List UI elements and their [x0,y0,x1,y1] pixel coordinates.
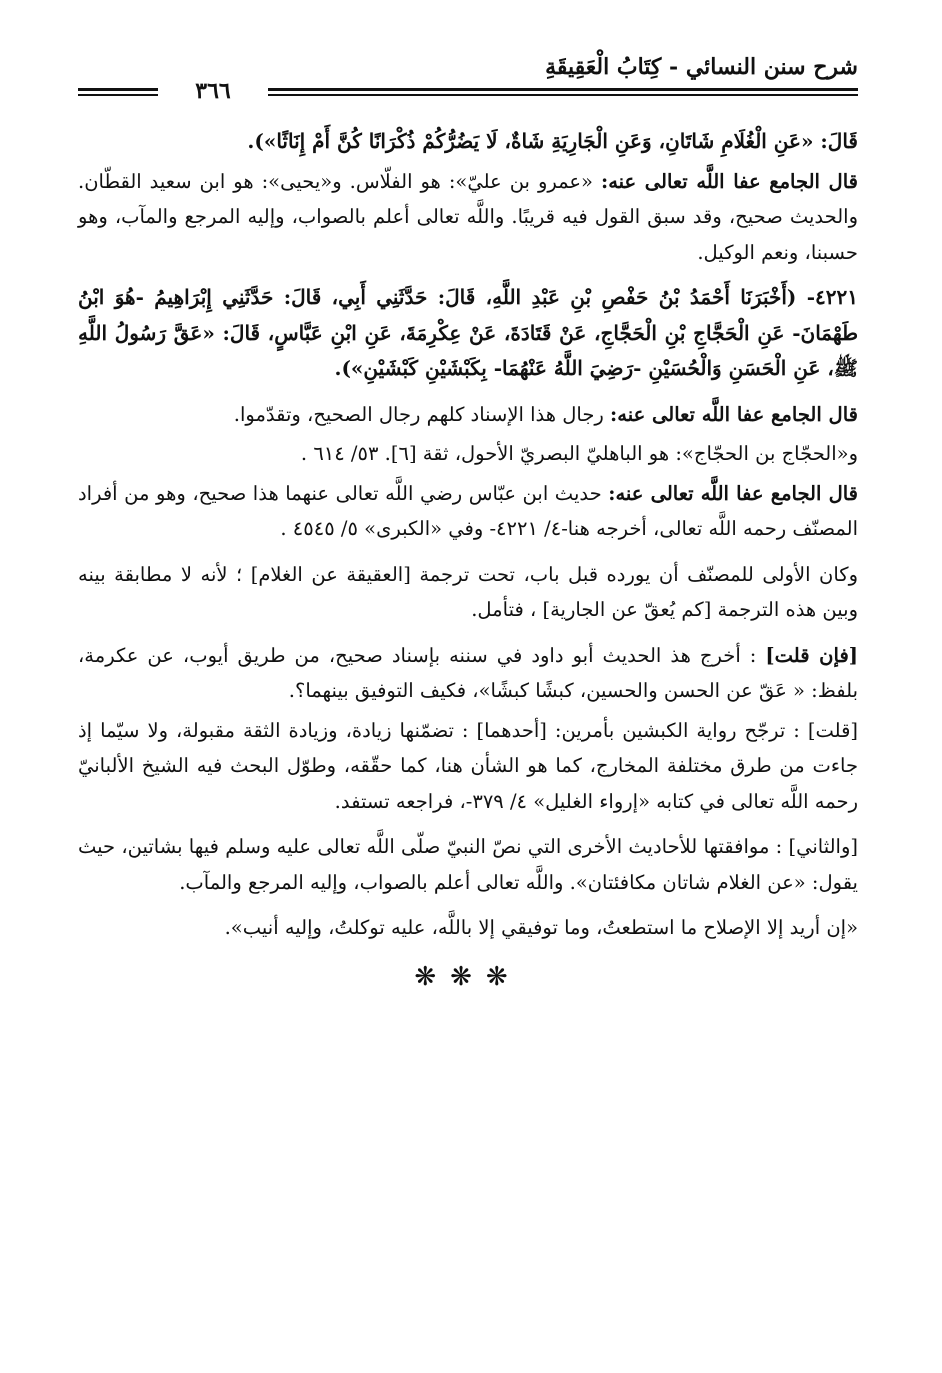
paragraph-closing-quote [78,910,858,946]
paragraph-hadith-4221 [78,280,858,387]
paragraph-text: حديث ابن عبّاس رضي اللَّه تعالى عنهما هذا صحيح، وهو من أفراد المصنّف رحمه اللَّه تعالى، أخرجه هنا-٤/ ٤٢٢١- وفي «الكبرى» ٥/ ٤٥٤٥ . [78,481,858,540]
paragraph-lead: قال الجامع عفا اللَّه تعالى عنه: [601,169,858,193]
paragraph-text: [والثاني] : موافقتها للأحاديث الأخرى التي نصّ النبيّ صلّى اللَّه تعالى عليه وسلم فيها بشاتين، حيث يقول: «عن الغلام شاتان مكافئتان». واللَّه تعالى أعلم بالصواب، وإليه المرجع والمآب. [78,835,858,894]
page [78,48,858,995]
paragraph-text: قَالَ: «عَنِ الْغُلَامِ شَاتَانِ، وَعَنِ الْجَارِيَةِ شَاةٌ، لَا يَضُرُّكُمْ ذُكْرَانًا كُنَّ أَمْ إِنَاثًا»). [247,129,858,153]
paragraph-text: وكان الأولى للمصنّف أن يورده قبل باب، تحت ترجمة [العقيقة عن الغلام] ؛ لأنه لا مطابقة بينه وبين هذه الترجمة [كم يُعقّ عن الجارية] ، فتأمل. [78,562,858,621]
paragraph-commentary [78,164,858,271]
section-ornament: ❋❋❋ [414,961,522,992]
paragraph-hadith-end [78,124,858,160]
paragraph-remark [78,557,858,628]
page-body [78,124,858,995]
paragraph-commentary [78,397,858,433]
paragraph-commentary [78,476,858,547]
paragraph-text: «عمرو بن عليّ»: هو الفلّاس. و«يحيى»: هو ابن سعيد القطّان. والحديث صحيح، وقد سبق القول فيه قريبًا. واللَّه تعالى أعلم بالصواب، وإليه المرجع والمآب، وهو حسبنا، ونعم الوكيل. [78,169,858,264]
paragraph-text: [قلت] : ترجّح رواية الكبشين بأمرين: [أحدهما] : تضمّنها زيادة، وزيادة الثقة مقبولة، ولا سيّما إذ جاءت من طرق مختلفة المخارج، كما هو الشأن هنا، كما حقّقه، وطوّل البحث فيه الشيخ الألبانيّ رحمه اللَّه تعالى في كتابه «إرواء الغليل» ٤/ ٣٧٩-، فراجعه تستفد. [78,718,858,813]
paragraph-text: «إن أريد إلا الإصلاح ما استطعتُ، وما توفيقي إلا باللَّه، عليه توكلتُ، وإليه أنيب». [224,916,858,939]
paragraph-second-point [78,829,858,900]
paragraph-lead: [فإن قلت] [765,643,858,667]
paragraph-text: و«الحجّاج بن الحجّاج»: هو الباهليّ البصريّ الأحول، ثقة [٦]. ٥٣/ ٦١٤ . [300,442,858,465]
page-header [78,48,858,106]
paragraph-narrator-note [78,436,858,472]
paragraph-text: رجال هذا الإسناد كلهم رجال الصحيح، وتقدّموا. [233,402,611,426]
running-title: شرح سنن النسائي - كِتَابُ الْعَقِيقَةِ [545,54,858,80]
paragraph-lead: قال الجامع عفا اللَّه تعالى عنه: [610,402,858,426]
paragraph-lead: قال الجامع عفا اللَّه تعالى عنه: [608,481,858,505]
paragraph-text: ٤٢٢١- (أَخْبَرَنَا أَحْمَدُ بْنُ حَفْصِ بْنِ عَبْدِ اللَّهِ، قَالَ: حَدَّثَنِي أَبِي، قَالَ: حَدَّثَنِي إِبْرَاهِيمُ -هُوَ ابْنُ طَهْمَانَ- عَنِ الْحَجَّاجِ بْنِ الْحَجَّاجِ، عَنْ قَتَادَةَ، عَنْ عِكْرِمَةَ، عَنِ ابْنِ عَبَّاسٍ، قَالَ: «عَقَّ رَسُولُ اللَّهِ ﷺ، عَنِ الْحَسَنِ وَالْحُسَيْنِ -رَضِيَ اللَّهُ عَنْهُمَا- بِكَبْشَيْنِ كَبْشَيْنِ»). [78,285,858,380]
paragraph-answer [78,713,858,820]
page-number: ٣٦٦ [158,78,268,104]
paragraph-text: : أخرج هذ الحديث أبو داود في سننه بإسناد صحيح، من طريق أيوب، عن عكرمة، بلفظ: « عَقّ عن الحسن والحسين، كبشًا كبشًا»، فكيف التوفيق بينهما؟. [78,643,858,702]
paragraph-question [78,638,858,709]
